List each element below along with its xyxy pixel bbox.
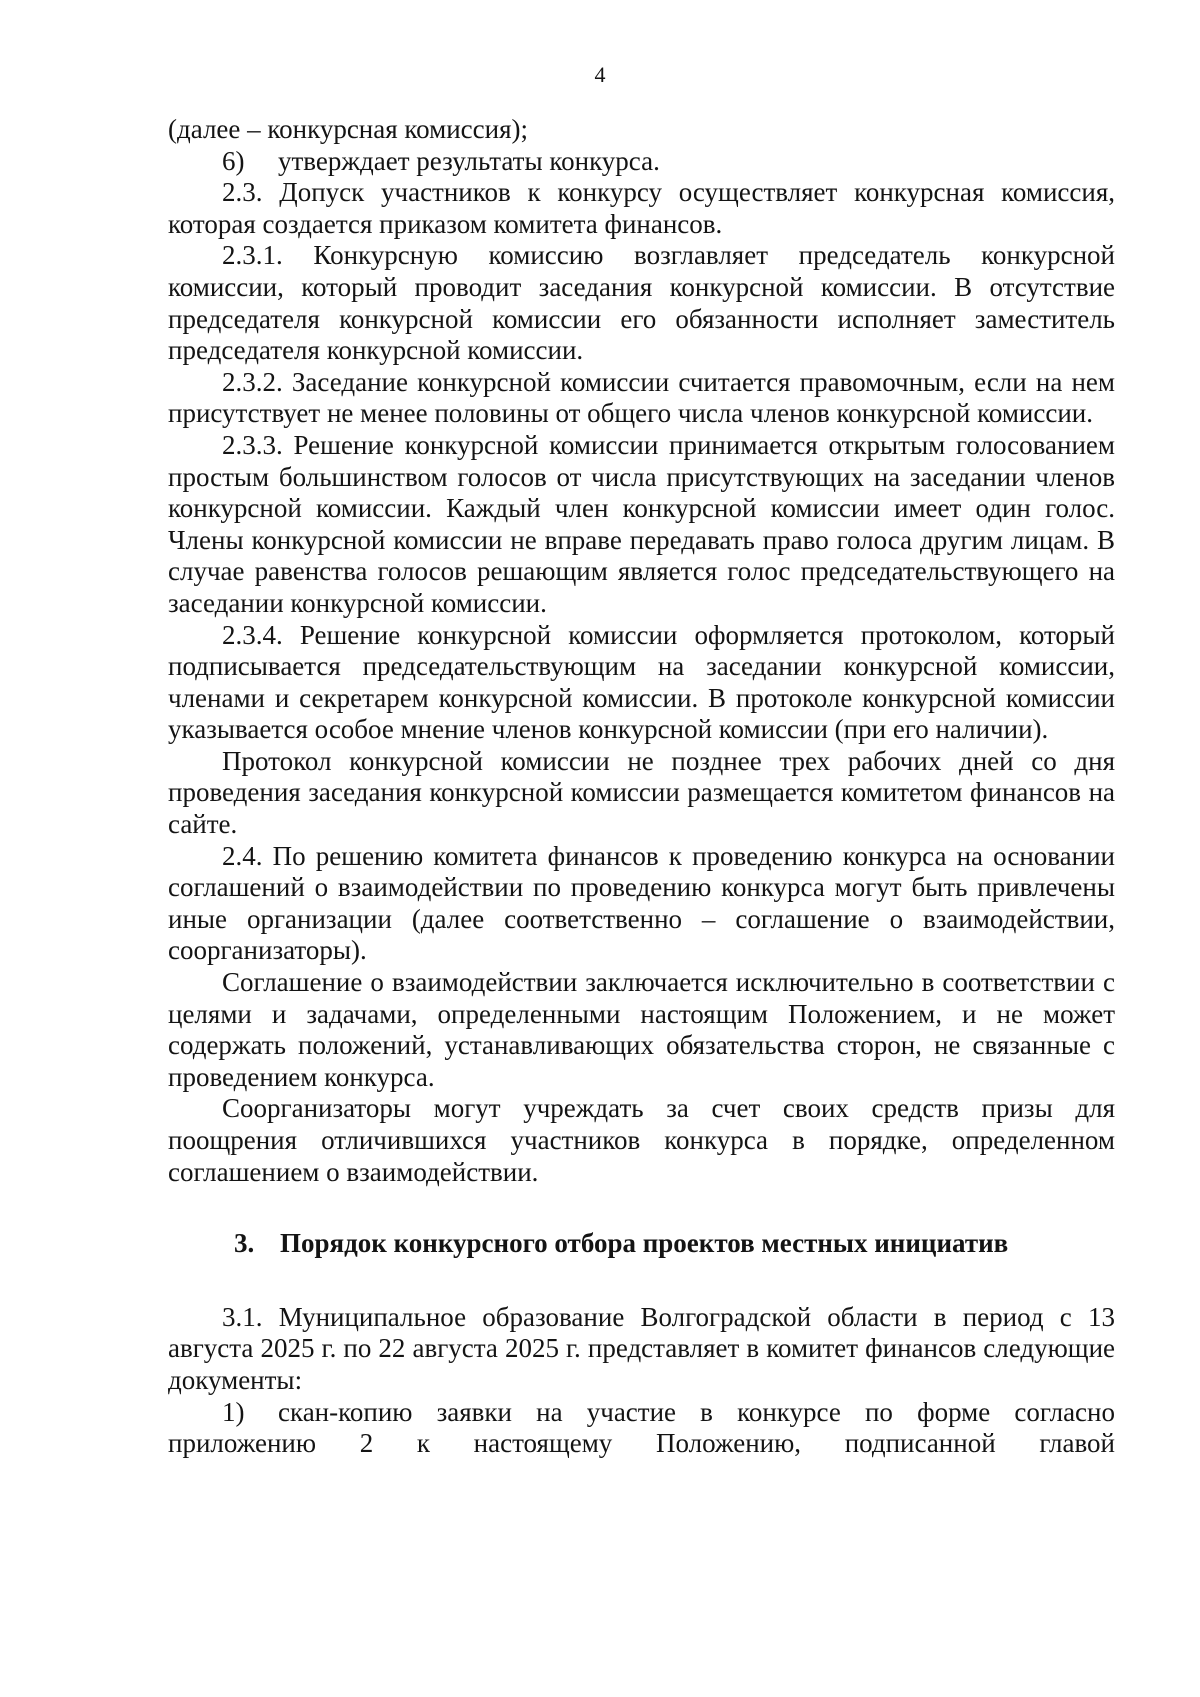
page-number: 4 (594, 62, 606, 87)
paragraph-continuation: (далее – конкурсная комиссия); (168, 114, 529, 144)
section-title: Порядок конкурсного отбора проектов местных инициатив (280, 1228, 1009, 1259)
list-item-text: утверждает результаты конкурса. (278, 145, 660, 176)
co-organizers-paragraph: Соорганизаторы могут учреждать за счет своих средств призы для поощрения отличившихся участников конкурса в порядке, определенном соглашением о взаимодействии. (168, 1093, 1115, 1187)
document-body (168, 114, 1115, 1460)
clause-2-3-2: 2.3.2. Заседание конкурсной комиссии считается правомочным, если на нем присутствует не менее половины от общего числа членов конкурсной комиссии. (168, 366, 1115, 429)
clause-2-3-1: 2.3.1. Конкурсную комиссию возглавляет председатель конкурсной комиссии, который проводит заседания конкурсной комиссии. В отсутствие председателя конкурсной комиссии его обязанности исполняет заместитель председателя конкурсной комиссии. (168, 240, 1115, 366)
section-heading (168, 1228, 1115, 1260)
list-item-text: скан-копию заявки на участие в конкурсе по форме согласно приложению 2 к настоящему Положению, подписанной главой (168, 1396, 1115, 1459)
clause-2-3-4: 2.3.4. Решение конкурсной комиссии оформляется протоколом, который подписывается председательствующим на заседании конкурсной комиссии, членами и секретарем конкурсной комиссии. В протоколе конкурсной комиссии указывается особое мнение членов конкурсной комиссии (при его наличии). (168, 619, 1115, 745)
list-item-number: 1) (222, 1396, 245, 1427)
clause-2-4: 2.4. По решению комитета финансов к проведению конкурса на основании соглашений о взаимодействии по проведению конкурса могут быть привлечены иные организации (далее соответственно – соглашение о взаимодействии, соорганизаторы). (168, 840, 1115, 966)
section-number: 3. (234, 1228, 255, 1259)
list-item-1 (168, 1397, 1115, 1460)
clause-2-3: 2.3. Допуск участников к конкурсу осуществляет конкурсная комиссия, которая создается приказом комитета финансов. (168, 177, 1115, 239)
list-item-number: 6) (222, 145, 245, 176)
list-item-6 (168, 146, 1115, 178)
agreement-paragraph: Соглашение о взаимодействии заключается исключительно в соответствии с целями и задачами, определенными настоящим Положением, и не может содержать положений, устанавливающих обязательства сторон, не связанные с проведением конкурса. (168, 967, 1115, 1092)
protocol-paragraph: Протокол конкурсной комиссии не позднее трех рабочих дней со дня проведения заседания конкурсной комиссии размещается комитетом финансов на сайте. (168, 745, 1115, 840)
clause-3-1: 3.1. Муниципальное образование Волгоградской области в период с 13 августа 2025 г. по 22 августа 2025 г. представляет в комитет финансов следующие документы: (168, 1301, 1115, 1395)
clause-2-3-3: 2.3.3. Решение конкурсной комиссии принимается открытым голосованием простым большинством голосов от числа присутствующих на заседании членов конкурсной комиссии. Каждый член конкурсной комиссии имеет один голос. Члены конкурсной комиссии не вправе передавать право голоса другим лицам. В случае равенства голосов решающим является голос председательствующего на заседании конкурсной комиссии. (168, 429, 1115, 618)
